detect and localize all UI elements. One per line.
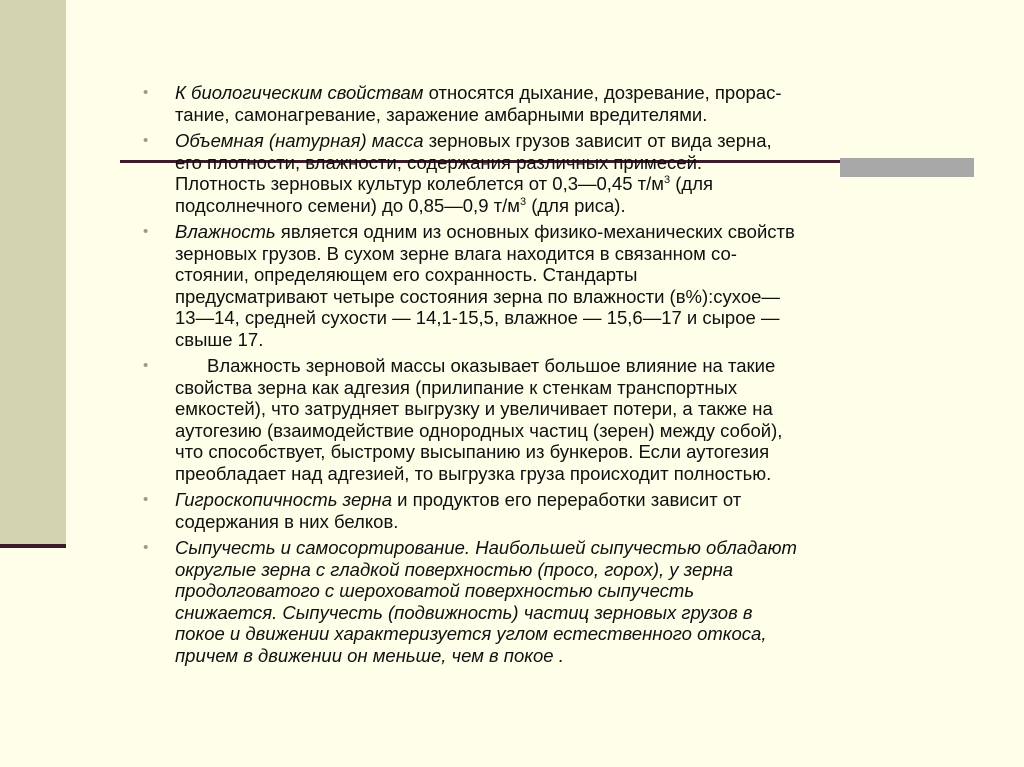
bullet-item-biological: • К биологическим свойствам относятся дыхание, дозревание, прорас- тание, самонагревание, заражение амбарными вредителями. (143, 82, 782, 125)
bullet-dot-icon: • (143, 84, 149, 101)
bullet-dot-icon: • (143, 491, 149, 508)
slide-body (143, 82, 943, 671)
bullet-item-moisture: • Влажность является одним из основных физико-механических свойств зерновых грузов. В сухом зерне влага находится в связанном со- стоянии, определяющем его сохранность. Стандарты предусматривают четыре состояния зерна по влажности (в%):сухое— 13—14, средней сухости — 14,1-15,5, влажное — 15,6—17 и сырое — свыше 17. (143, 221, 795, 350)
bullet-dot-icon: • (143, 357, 149, 374)
term-hygroscopicity: Гигроскопичность зерна (175, 489, 392, 510)
term-bulk-mass: Объемная (натурная) масса (175, 130, 424, 151)
bullet-item-hygroscopicity: • Гигроскопичность зерна и продуктов его переработки зависит от содержания в них белков. (143, 489, 742, 532)
term-biological: К биологическим свойствам (175, 82, 424, 103)
side-decor-line (0, 544, 66, 548)
bullet-dot-icon: • (143, 132, 149, 149)
bullet-item-flowability: • Сыпучесть и самосортирование. Наибольшей сыпучестью обладают округлые зерна с гладкой поверхностью (просо, горох), у зерна продолговатого с шероховатой поверхностью сыпучесть снижается. Сыпучесть (подвижность) частиц зерновых грузов в покое и движении характеризуется углом естественного откоса, причем в движении он меньше, чем в покое . (143, 537, 797, 666)
bullet-item-adhesion: • Влажность зерновой массы оказывает большое влияние на такие свойства зерна как адгезия (прилипание к стенкам транспортных емкостей), что затрудняет выгрузку и увеличивает потери, а также на аутогезию (взаимодействие однородных частиц (зерен) между собой), что способствует, быстрому высыпанию из бункеров. Если аутогезия преобладает над адгезией, то выгрузка груза происходит полностью. (143, 355, 783, 484)
term-moisture: Влажность (175, 221, 276, 242)
bullet-dot-icon: • (143, 223, 149, 240)
side-decor-strip (0, 0, 66, 546)
bullet-dot-icon: • (143, 539, 149, 556)
bullet-item-bulk-mass: • Объемная (натурная) масса зерновых грузов зависит от вида зерна, его плотности, влажности, содержания различных примесей. Плотность зерновых культур колеблется от 0,3—0,45 $т/м^3$ (для подсолнечного семени) до 0,85—0,9 $т/м^3$ (для риса). (143, 130, 772, 216)
